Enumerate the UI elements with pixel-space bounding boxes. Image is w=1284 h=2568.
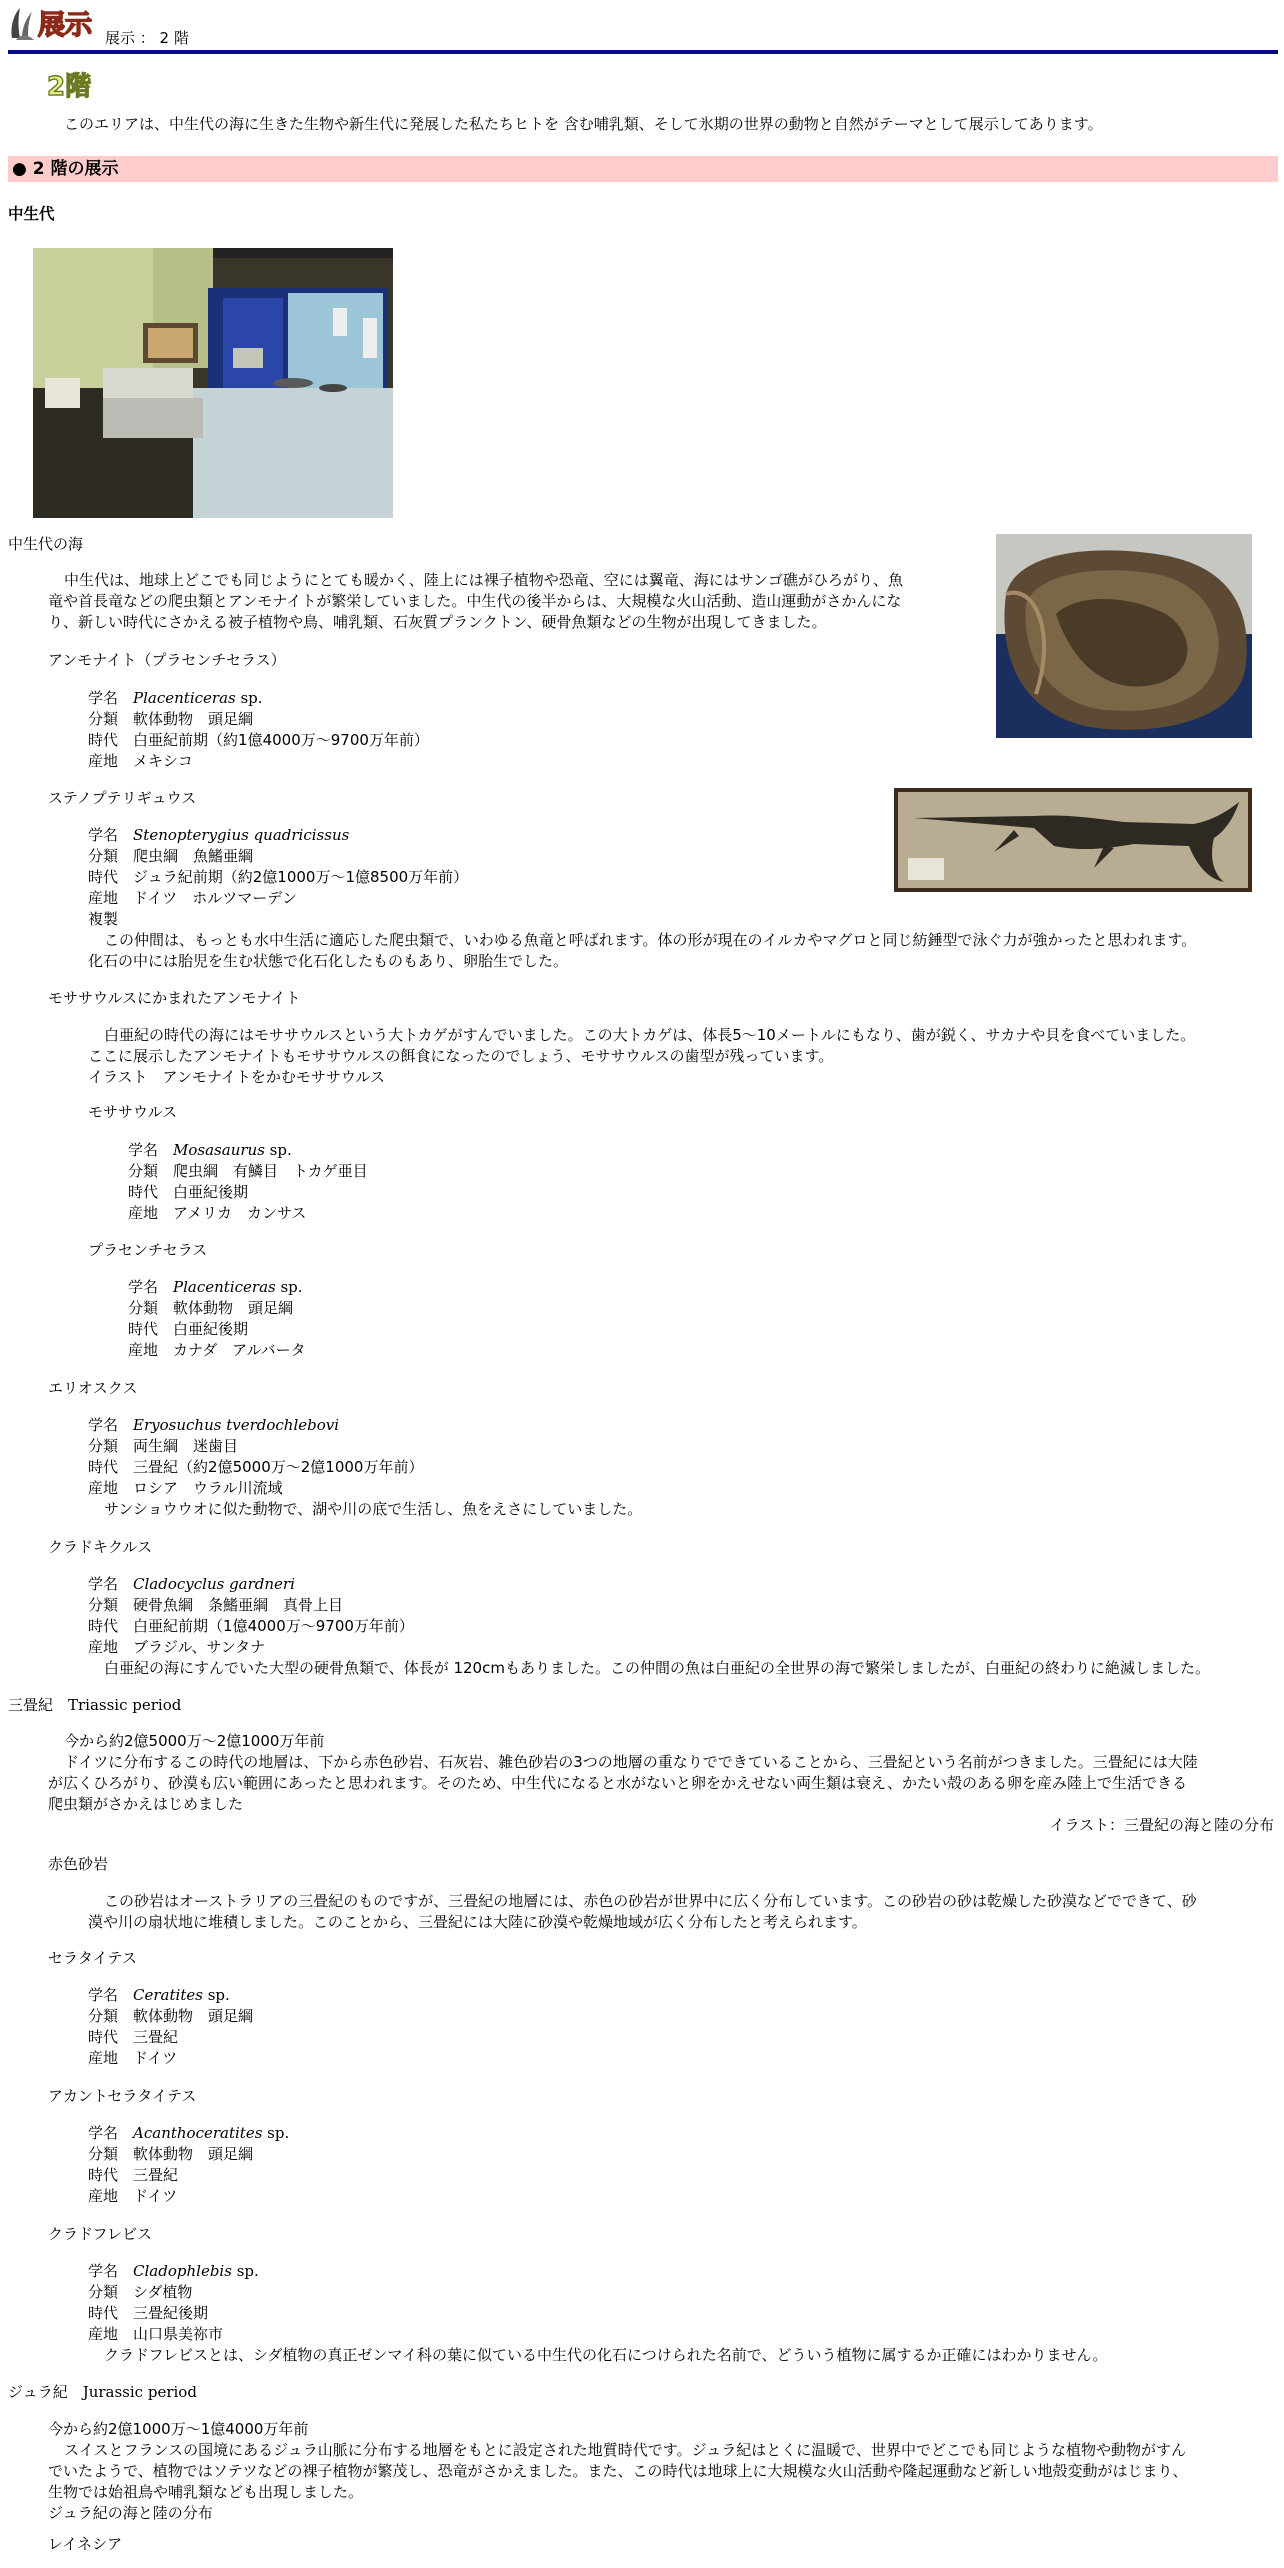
breadcrumb: 展示 ： 2 階 [105, 29, 189, 47]
specimen-info: 学名 Cladocyclus gardneri 分類 硬骨魚綱 条鰭亜綱 真骨上目 時代 白亜紀前期（1億4000万～9700万年前） 産地 ブラジル、サンタナ 白亜紀の海にすんでいた大型の硬骨魚類で、体長が 120cmもありました。この仲間の魚は白亜紀の全世界の海で繁栄しましたが、白亜紀の終わりに絶滅しました。 [88, 1575, 1210, 1677]
ichthyosaur-photo [894, 788, 1252, 892]
exhibit-logo [6, 4, 104, 44]
specimen-info: 学名 Placenticeras sp. 分類 軟体動物 頭足綱 時代 白亜紀後期 産地 カナダ アルバータ [128, 1278, 306, 1359]
specimen-description: 白亜紀の時代の海にはモササウルスという大トカゲがすんでいました。この大トカゲは、体長5～10メートルにもなり、歯が鋭く、サカナや貝を食べていました。 ここに展示したアンモナイトもモササウルスの餌食になったのでしょう、モササウルスの歯型が残っています。 イラスト アンモナイトをかむモササウルス [88, 1026, 1196, 1086]
specimen-title: エリオスクス [48, 1379, 138, 1397]
specimen-info: 学名 Placenticeras sp. 分類 軟体動物 頭足綱 時代 白亜紀前期（約1億4000万～9700万年前） 産地 メキシコ [88, 689, 429, 770]
specimen-title: アカントセラタイテス [48, 2087, 197, 2105]
ammonite-photo [996, 534, 1252, 738]
specimen-description: この仲間は、もっとも水中生活に適応した爬虫類で、いわゆる魚竜と呼ばれます。体の形が現在のイルカやマグロと同じ紡錘型で泳ぐ力が強かったと思われます。 化石の中には胎児を生む状態で化石化したものもあり、卵胎生でした。 [88, 931, 1197, 970]
gallery-photo [33, 248, 393, 518]
period-description: 今から約2億5000万～2億1000万年前 ドイツに分布するこの時代の地層は、下から赤色砂岩、石灰岩、雑色砂岩の3つの地層の重なりでできていることから、三畳紀という名前がつきました。三畳紀には大陸 が広くひろがり、砂漠も広い範囲にあったと思われます。そのため、中生代になると水がないと卵をかえせない両生類は衰え、かたい殻のある卵を産み陸上で生活できる 爬虫類がさかえはじめました イラスト：三畳紀の海と陸の分布 [48, 1732, 1274, 1834]
specimen-title: モササウルス [88, 1103, 178, 1121]
period-description: 今から約2億1000万～1億4000万年前 スイスとフランスの国境にあるジュラ山脈に分布する地層をもとに設定された地質時代です。ジュラ紀はとくに温暖で、世界中でどこでも同じような植物や動物がすん でいたようで、植物ではソテツなどの裸子植物が繁茂し、恐竜がさかえました。また、この時代は地球上に大規模な火山活動や隆起運動など新しい地殻変動がはじまり、 生物では始祖鳥や哺乳類なども出現しました。 ジュラ紀の海と陸の分布 [48, 2420, 1188, 2522]
specimen-title: プラセンチセラス [88, 1241, 208, 1259]
specimen-info: 学名 Stenopterygius quadricissus 分類 爬虫綱 魚鰭亜綱 時代 ジュラ紀前期（約2億1000万～1億8500万年前） 産地 ドイツ ホルツマーデン 複製 [88, 826, 469, 928]
specimen-title: アンモナイト（プラセンチセラス） [48, 651, 286, 669]
specimen-title: セラタイテス [48, 1949, 137, 1967]
specimen-title: クラドキクルス [48, 1538, 153, 1556]
specimen-title: 赤色砂岩 [48, 1855, 109, 1873]
svg-text:2階: 2階 [47, 72, 92, 102]
specimen-title: レイネシア [48, 2535, 123, 2553]
specimen-info: 学名 Mosasaurus sp. 分類 爬虫綱 有鱗目 トカゲ亜目 時代 白亜紀後期 産地 アメリカ カンサス [128, 1141, 368, 1222]
specimen-title: クラドフレビス [48, 2225, 152, 2243]
sea-description: 中生代は、地球上どこでも同じようにとても暖かく、陸上には裸子植物や恐竜、空には翼竜、海にはサンゴ礁がひろがり、魚 竜や首長竜などの爬虫類とアンモナイトが繁栄していました。中生代の後半からは、大規模な火山活動、造山運動がさかんにな り、新しい時代にさかえる被子植物や鳥、哺乳類、石灰質プランクトン、硬骨魚類などの生物が出現してきました。 [48, 571, 903, 631]
logo-text: 展示 [38, 10, 92, 41]
specimen-title: モササウルスにかまれたアンモナイト [48, 989, 301, 1007]
specimen-title: ステノプテリギュウス [48, 789, 197, 807]
header-divider [8, 50, 1278, 54]
section-band: ● 2 階の展示 [8, 156, 1278, 182]
period-title: ジュラ紀 Jurassic period [8, 2383, 197, 2401]
specimen-description: この砂岩はオーストラリアの三畳紀のものですが、三畳紀の地層には、赤色の砂岩が世界中に広く分布しています。この砂岩の砂は乾燥した砂漠などでできて、砂 漠や川の扇状地に堆積しました。このことから、三畳紀には大陸に砂漠や乾燥地域が広く分布したと考えられます。 [88, 1892, 1197, 1931]
period-title: 三畳紀 Triassic period [8, 1696, 182, 1714]
specimen-info: 学名 Acanthoceratites sp. 分類 軟体動物 頭足綱 時代 三畳紀 産地 ドイツ [88, 2124, 290, 2205]
specimen-info: 学名 Cladophlebis sp. 分類 シダ植物 時代 三畳紀後期 産地 山口県美祢市 クラドフレビスとは、シダ植物の真正ゼンマイ科の葉に似ている中生代の化石につけられた名前で、どういう植物に属するか正確にはわかりません。 [88, 2262, 1108, 2364]
floor-badge [45, 64, 101, 104]
sea-title: 中生代の海 [8, 535, 84, 553]
page-header [6, 4, 1278, 52]
specimen-info: 学名 Ceratites sp. 分類 軟体動物 頭足綱 時代 三畳紀 産地 ドイツ [88, 1986, 254, 2067]
mesozoic-heading: 中生代 [8, 205, 55, 223]
intro-text: このエリアは、中生代の海に生きた生物や新生代に発展した私たちヒトを 含む哺乳類、そして氷期の世界の動物と自然がテーマとして展示してあります。 [64, 115, 1103, 133]
specimen-info: 学名 Eryosuchus tverdochlebovi 分類 両生綱 迷歯目 時代 三畳紀（約2億5000万～2億1000万年前） 産地 ロシア ウラル川流域 サンショウウオに似た動物で、湖や川の底で生活し、魚をえさにしていました。 [88, 1416, 643, 1518]
